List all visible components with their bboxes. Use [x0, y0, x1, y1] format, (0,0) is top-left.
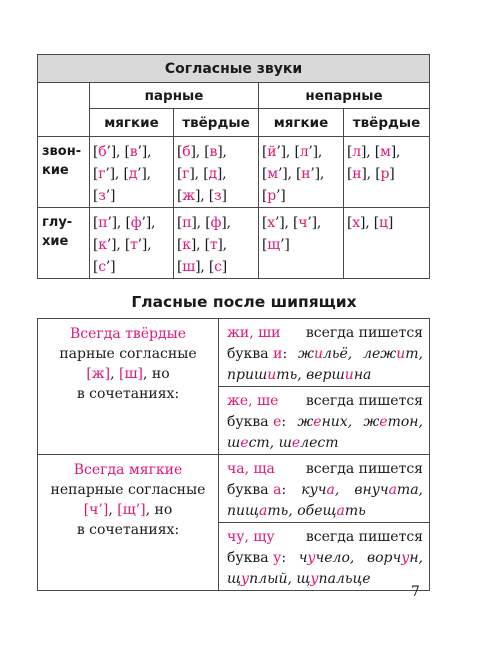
- letter-word: буква: [227, 414, 269, 430]
- sound: [ш],: [177, 259, 205, 275]
- rule-text: всегда пишется: [305, 393, 423, 409]
- example-prishit: пришить,: [227, 367, 302, 383]
- sound: [к],: [177, 237, 201, 253]
- sound: [в’],: [124, 144, 152, 160]
- rule-chu-shchu: [219, 523, 430, 591]
- sound: [р’]: [262, 188, 286, 204]
- sound: [м],: [374, 144, 401, 160]
- row-label-voiced: [38, 137, 90, 208]
- example-zheton: жетон,: [363, 414, 423, 430]
- example-pishchat: пищать,: [227, 503, 293, 519]
- corner-cell: [38, 83, 90, 137]
- letter-word: буква: [227, 482, 269, 498]
- consonants-title: Согласные звуки: [38, 55, 430, 83]
- voiced-paired-hard: [174, 137, 259, 208]
- voiceless-paired-hard: [174, 208, 259, 279]
- example-lezhit: лежит,: [363, 346, 423, 362]
- example-shelest: шелест: [278, 435, 339, 451]
- voiced-unpaired-hard: [344, 137, 430, 208]
- voiceless-unpaired-hard: [344, 208, 430, 279]
- in-combinations-text: в сочетаниях:: [76, 386, 180, 402]
- page-number: 7: [411, 584, 420, 600]
- vowels-table: [37, 318, 430, 591]
- paired-consonants-text: парные согласные: [59, 346, 197, 362]
- sound-zh: [ж]: [86, 366, 111, 382]
- voiceless-paired-soft: [90, 208, 174, 279]
- vowels-title: Гласные после шипящих: [131, 293, 357, 311]
- row-label-voiced-part1: звон-: [42, 144, 82, 159]
- consonants-table: [37, 54, 430, 279]
- example-vershina: вершина: [306, 367, 372, 383]
- letter-word: буква: [227, 550, 269, 566]
- row-label-voiceless: [38, 208, 90, 279]
- sound: [р]: [375, 166, 395, 182]
- sound: [т’],: [124, 237, 152, 253]
- sound: [к’],: [93, 237, 121, 253]
- header-unpaired-soft: мягкие: [259, 109, 344, 137]
- sound: [с’]: [93, 259, 116, 275]
- example-shchupaltse: щупальце: [296, 571, 371, 587]
- letter-a: а: [273, 482, 282, 498]
- rule-text: всегда пишется: [305, 325, 423, 341]
- example-zhenikh: жених,: [297, 414, 353, 430]
- letter-i: и: [273, 346, 283, 362]
- sound: [н],: [347, 166, 371, 182]
- letter-word: буква: [227, 346, 269, 362]
- sound: [т],: [204, 237, 227, 253]
- sound: [д’],: [123, 166, 151, 182]
- combo-cha-shcha: ча, ща: [227, 461, 275, 477]
- rule-cha-shcha: [219, 455, 430, 523]
- sound: [г’],: [93, 166, 120, 182]
- sound: [б],: [177, 144, 201, 160]
- sound: [б’],: [93, 144, 121, 160]
- sound: [ф],: [205, 215, 231, 231]
- example-shest: шест,: [227, 435, 275, 451]
- colon: :: [281, 482, 287, 498]
- but-text: , но: [143, 366, 170, 382]
- sound: [з]: [208, 188, 227, 204]
- sound: [ч’],: [293, 215, 322, 231]
- row-label-voiced-part2: кие: [42, 163, 69, 178]
- sound: [х],: [347, 215, 370, 231]
- sound: [ц]: [373, 215, 394, 231]
- sound: [л],: [347, 144, 371, 160]
- letter-e: е: [273, 414, 282, 430]
- soft-consonants-cell: Всегда мягкие непарные согласные [ч’], [щ’], но в сочетаниях:: [38, 455, 219, 591]
- combo-zhi-shi: жи, ши: [227, 325, 281, 341]
- in-combinations-text: в сочетаниях:: [76, 522, 180, 538]
- row-label-voiceless-part1: глу-: [42, 215, 73, 230]
- sound: [г],: [177, 166, 199, 182]
- letter-u: у: [273, 550, 282, 566]
- header-unpaired-hard: твёрдые: [344, 109, 430, 137]
- example-chuchelo: чучело,: [298, 550, 355, 566]
- voiced-unpaired-soft: [259, 137, 344, 208]
- rule-text: всегда пишется: [305, 529, 423, 545]
- sound: [с]: [208, 259, 228, 275]
- example-zhilyo: жильё,: [298, 346, 353, 362]
- sound: [м’],: [262, 166, 292, 182]
- header-paired-soft: мягкие: [90, 109, 174, 137]
- sound: [п],: [177, 215, 201, 231]
- sound-ch: [ч’]: [83, 502, 109, 518]
- sound: [ф’],: [125, 215, 156, 231]
- hard-consonants-cell: Всегда твёрдые парные согласные [ж], [ш], но в сочетаниях:: [38, 319, 219, 455]
- voiced-paired-soft: [90, 137, 174, 208]
- unpaired-consonants-text: непарные согласные: [50, 482, 206, 498]
- sound: [з’]: [93, 188, 116, 204]
- row-label-voiceless-part2: хие: [42, 234, 69, 249]
- but-text: , но: [145, 502, 173, 518]
- sound: [д],: [203, 166, 227, 182]
- sound-shch: [щ’]: [117, 502, 146, 518]
- sound: [л’],: [294, 144, 323, 160]
- example-vorchun: ворчун,: [366, 550, 423, 566]
- always-hard-heading: Всегда твёрдые: [69, 326, 187, 342]
- header-unpaired: непарные: [259, 83, 430, 109]
- sound: [щ’]: [262, 237, 290, 253]
- example-vnuchata: внучата,: [354, 482, 423, 498]
- combo-zhe-she: же, ше: [227, 393, 279, 409]
- colon: :: [281, 550, 287, 566]
- sound: [в],: [204, 144, 227, 160]
- sound: [ж],: [177, 188, 205, 204]
- sound: [п’],: [93, 215, 122, 231]
- sound-sh: [ш]: [119, 366, 143, 382]
- example-shchuplyy: щуплый,: [227, 571, 292, 587]
- example-kucha: куча,: [301, 482, 340, 498]
- voiceless-unpaired-soft: [259, 208, 344, 279]
- rule-zhi-shi: [219, 319, 430, 387]
- sound: [н’],: [296, 166, 325, 182]
- example-obeshchat: обещать: [297, 503, 366, 519]
- colon: :: [282, 346, 288, 362]
- colon: :: [281, 414, 287, 430]
- sound: [й’],: [262, 144, 291, 160]
- rule-text: всегда пишется: [305, 461, 423, 477]
- combo-chu-shchu: чу, щу: [227, 529, 275, 545]
- header-paired: парные: [90, 83, 259, 109]
- sound: [х’],: [262, 215, 289, 231]
- rule-zhe-she: [219, 387, 430, 455]
- header-paired-hard: твёрдые: [174, 109, 259, 137]
- always-soft-heading: Всегда мягкие: [73, 462, 183, 478]
